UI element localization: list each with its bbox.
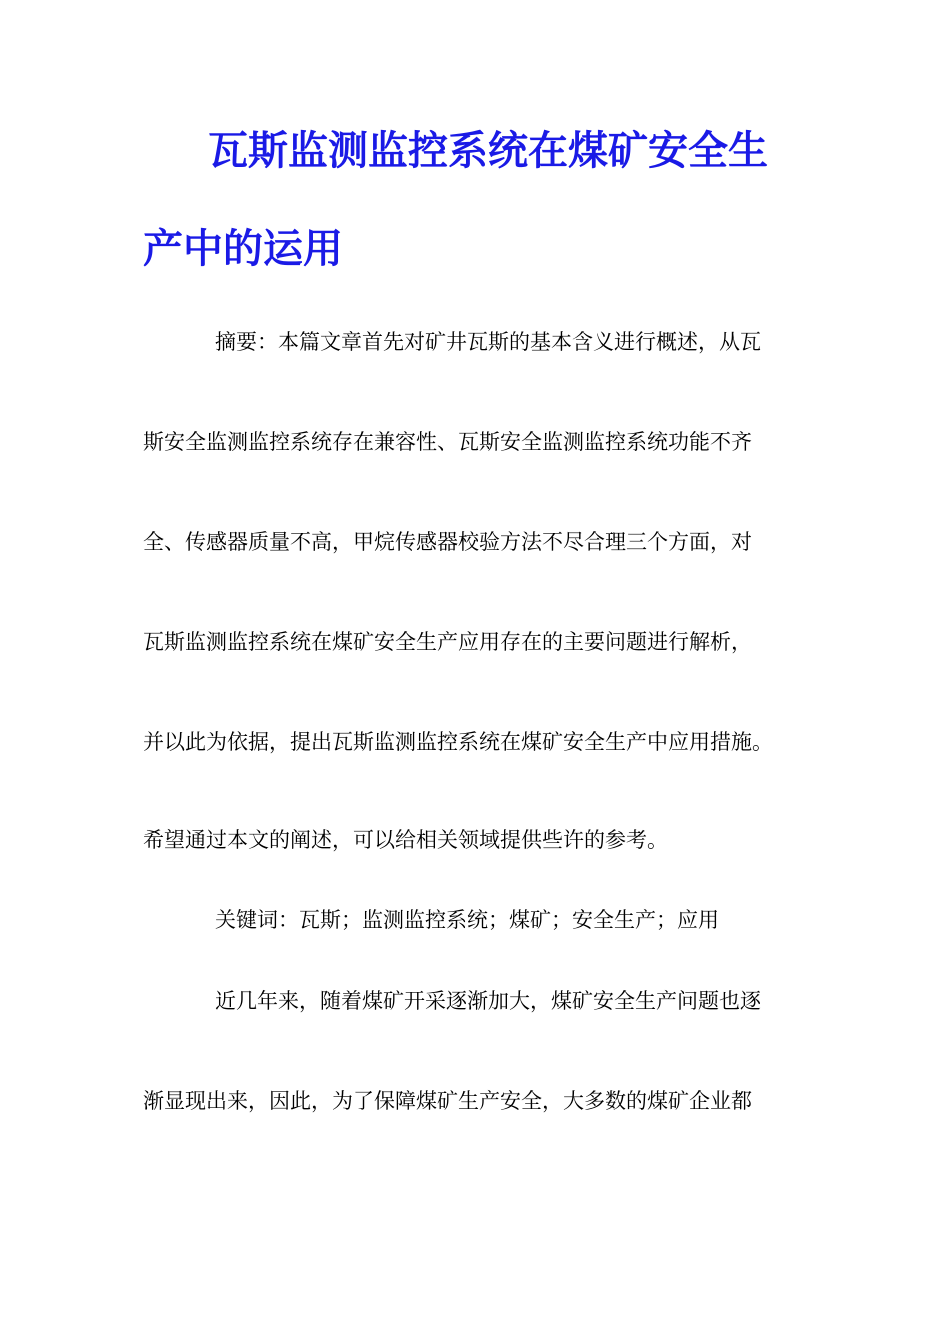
body-line-1: 近几年来，随着煤矿开采逐渐加大，煤矿安全生产问题也逐 xyxy=(215,989,761,1013)
keywords-line: 关键词：瓦斯；监测监控系统；煤矿；安全生产；应用 xyxy=(215,908,719,932)
abstract-line-6: 希望通过本文的阐述，可以给相关领域提供些许的参考。 xyxy=(143,828,668,852)
document-title-line-1: 瓦斯监测监控系统在煤矿安全生 xyxy=(208,128,768,174)
abstract-line-4: 瓦斯监测监控系统在煤矿安全生产应用存在的主要问题进行解析， xyxy=(143,630,752,654)
abstract-line-1: 摘要：本篇文章首先对矿井瓦斯的基本含义进行概述，从瓦 xyxy=(215,330,761,354)
document-title-line-2: 产中的运用 xyxy=(143,226,343,272)
abstract-line-5: 并以此为依据，提出瓦斯监测监控系统在煤矿安全生产中应用措施。 xyxy=(143,730,773,754)
body-line-2: 渐显现出来，因此，为了保障煤矿生产安全，大多数的煤矿企业都 xyxy=(143,1089,752,1113)
abstract-line-3: 全、传感器质量不高，甲烷传感器校验方法不尽合理三个方面，对 xyxy=(143,530,752,554)
abstract-line-2: 斯安全监测监控系统存在兼容性、瓦斯安全监测监控系统功能不齐 xyxy=(143,430,752,454)
